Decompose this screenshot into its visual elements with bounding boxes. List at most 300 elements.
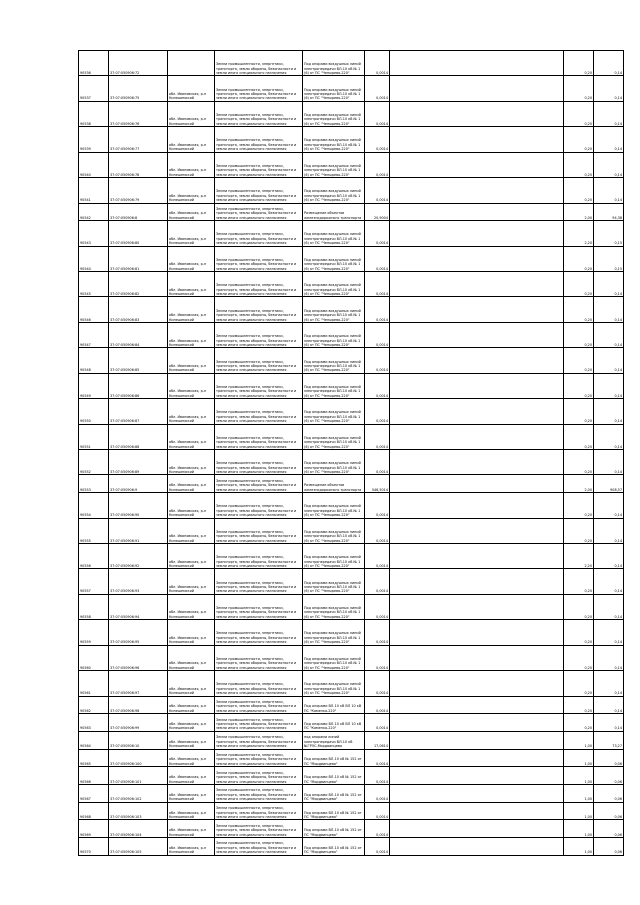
area-cell: 0,0014 bbox=[365, 51, 390, 76]
amount-cell: 0,14 bbox=[594, 569, 624, 594]
cadastral-number-cell: 37:07:050906:86 bbox=[109, 373, 168, 398]
cadastral-number-cell: 37:07:050906:88 bbox=[109, 424, 168, 449]
spacer-cell bbox=[390, 424, 564, 449]
land-category-cell: Земли промышленности, энергетики, транспорта, земли обороны, безопасности и земли иного специального назначения bbox=[215, 493, 303, 518]
amount-cell: 0,06 bbox=[594, 767, 624, 785]
address-cell: обл. Ивановская, р-н Кинешемский bbox=[168, 203, 215, 221]
spacer-cell bbox=[390, 101, 564, 126]
table-row bbox=[79, 101, 624, 126]
amount-cell: 0,14 bbox=[594, 543, 624, 568]
table-row bbox=[79, 297, 624, 322]
amount-cell: 0,14 bbox=[594, 399, 624, 424]
address-cell: обл. Ивановская, р-н Кинешемский bbox=[168, 322, 215, 347]
permitted-use-cell: Под опорами ВЛ-10 кВ № 152 от ПС "Мордвинцево" bbox=[303, 767, 365, 785]
row-id-cell: 90552 bbox=[79, 450, 109, 475]
amount-cell: 0,14 bbox=[594, 51, 624, 76]
spacer-cell bbox=[390, 714, 564, 732]
row-id-cell: 90564 bbox=[79, 731, 109, 749]
row-id-cell: 90566 bbox=[79, 767, 109, 785]
area-cell: 17,0614 bbox=[365, 731, 390, 749]
row-id-cell: 90538 bbox=[79, 101, 109, 126]
address-cell: обл. Ивановская, р-н Кинешемский bbox=[168, 221, 215, 246]
spacer-cell bbox=[390, 802, 564, 820]
cadastral-number-cell: 37:07:050906:79 bbox=[109, 178, 168, 203]
land-category-cell: Земли промышленности, энергетики, транспорта, земли обороны, безопасности и земли иного специального назначения bbox=[215, 101, 303, 126]
address-cell: обл. Ивановская, р-н Кинешемский bbox=[168, 696, 215, 714]
permitted-use-cell: Под опорами воздушных линий электропередачи ВЛ-10 кВ № 1 (6) от ПС "Чепырево-220" bbox=[303, 272, 365, 297]
permitted-use-cell: Под опорами воздушных линий электропередачи ВЛ-10 кВ № 1 (6) от ПС "Чепырево-220" bbox=[303, 297, 365, 322]
address-cell: обл. Ивановская, р-н Кинешемский bbox=[168, 246, 215, 271]
row-id-cell: 90553 bbox=[79, 475, 109, 493]
table-row bbox=[79, 731, 624, 749]
area-cell: 0,0014 bbox=[365, 297, 390, 322]
table-row bbox=[79, 178, 624, 203]
amount-cell: 0,14 bbox=[594, 714, 624, 732]
spacer-cell bbox=[390, 297, 564, 322]
row-id-cell: 90563 bbox=[79, 714, 109, 732]
table-row bbox=[79, 645, 624, 670]
amount-cell: 0,14 bbox=[594, 645, 624, 670]
address-cell: обл. Ивановская, р-н Кинешемский bbox=[168, 178, 215, 203]
address-cell: обл. Ивановская, р-н Кинешемский bbox=[168, 620, 215, 645]
rate-cell: 1,00 bbox=[564, 784, 594, 802]
table-row bbox=[79, 671, 624, 696]
table-row bbox=[79, 714, 624, 732]
spacer-cell bbox=[390, 838, 564, 856]
spacer-cell bbox=[390, 518, 564, 543]
amount-cell: 0,14 bbox=[594, 297, 624, 322]
address-cell: обл. Ивановская, р-н Кинешемский bbox=[168, 802, 215, 820]
rate-cell: 0,20 bbox=[564, 696, 594, 714]
table-row bbox=[79, 569, 624, 594]
address-cell: обл. Ивановская, р-н Кинешемский bbox=[168, 373, 215, 398]
cadastral-number-cell: 37:07:050906:100 bbox=[109, 749, 168, 767]
area-cell: 20,9004 bbox=[365, 203, 390, 221]
spacer-cell bbox=[390, 399, 564, 424]
permitted-use-cell: Под опорами воздушных линий электропередачи ВЛ-10 кВ № 1 (6) от ПС "Чепырево-220" bbox=[303, 51, 365, 76]
cadastral-number-cell: 37:07:050906:98 bbox=[109, 696, 168, 714]
table-row bbox=[79, 620, 624, 645]
rate-cell: 0,20 bbox=[564, 594, 594, 619]
amount-cell: 0,14 bbox=[594, 671, 624, 696]
rate-cell: 1,00 bbox=[564, 802, 594, 820]
land-category-cell: Земли промышленности, энергетики, транспорта, земли обороны, безопасности и земли иного специального назначения bbox=[215, 297, 303, 322]
land-category-cell: Земли промышленности, энергетики, транспорта, земли обороны, безопасности и земли иного специального назначения bbox=[215, 820, 303, 838]
cadastral-number-cell: 37:07:050906:94 bbox=[109, 594, 168, 619]
spacer-cell bbox=[390, 543, 564, 568]
land-category-cell: Земли промышленности, энергетики, транспорта, земли обороны, безопасности и земли иного специального назначения bbox=[215, 424, 303, 449]
cadastral-number-cell: 37:07:050906:77 bbox=[109, 127, 168, 152]
permitted-use-cell: Размещение объектов железнодорожного транспорта bbox=[303, 203, 365, 221]
row-id-cell: 90551 bbox=[79, 424, 109, 449]
land-category-cell: Земли промышленности, энергетики, транспорта, земли обороны, безопасности и земли иного специального назначения bbox=[215, 671, 303, 696]
spacer-cell bbox=[390, 820, 564, 838]
rate-cell: 0,20 bbox=[564, 714, 594, 732]
table-row bbox=[79, 594, 624, 619]
land-category-cell: Земли промышленности, энергетики, транспорта, земли обороны, безопасности и земли иного специального назначения bbox=[215, 51, 303, 76]
amount-cell: 0,06 bbox=[594, 802, 624, 820]
amount-cell: 0,14 bbox=[594, 620, 624, 645]
cadastral-number-cell: 37:07:050906:82 bbox=[109, 272, 168, 297]
rate-cell: 1,00 bbox=[564, 767, 594, 785]
address-cell: обл. Ивановская, р-н Кинешемский bbox=[168, 152, 215, 177]
table-row bbox=[79, 802, 624, 820]
rate-cell: 0,20 bbox=[564, 297, 594, 322]
address-cell: обл. Ивановская, р-н Кинешемский bbox=[168, 543, 215, 568]
address-cell: обл. Ивановская, р-н Кинешемский bbox=[168, 645, 215, 670]
area-cell: 0,0014 bbox=[365, 820, 390, 838]
area-cell: 0,0014 bbox=[365, 450, 390, 475]
row-id-cell: 90558 bbox=[79, 594, 109, 619]
table-row bbox=[79, 696, 624, 714]
table-row bbox=[79, 749, 624, 767]
area-cell: 0,0014 bbox=[365, 178, 390, 203]
permitted-use-cell: Под опорами воздушных линий электропередачи ВЛ-10 кВ № 1 (6) от ПС "Чепырево-220" bbox=[303, 399, 365, 424]
permitted-use-cell: Под опорами воздушных линий электропередачи ВЛ-10 кВ № 1 (6) от ПС "Чепырево-220" bbox=[303, 543, 365, 568]
row-id-cell: 90556 bbox=[79, 543, 109, 568]
table-row bbox=[79, 475, 624, 493]
amount-cell: 0,14 bbox=[594, 493, 624, 518]
cadastral-number-cell: 37:07:050906:81 bbox=[109, 246, 168, 271]
land-category-cell: Земли промышленности, энергетики, транспорта, земли обороны, безопасности и земли иного специального назначения bbox=[215, 620, 303, 645]
area-cell: 0,0014 bbox=[365, 671, 390, 696]
rate-cell: 0,20 bbox=[564, 399, 594, 424]
land-category-cell: Земли промышленности, энергетики, транспорта, земли обороны, безопасности и земли иного специального назначения bbox=[215, 543, 303, 568]
address-cell: обл. Ивановская, р-н Кинешемский bbox=[168, 348, 215, 373]
spacer-cell bbox=[390, 784, 564, 802]
address-cell: обл. Ивановская, р-н Кинешемский bbox=[168, 297, 215, 322]
rate-cell: 2,20 bbox=[564, 543, 594, 568]
spacer-cell bbox=[390, 178, 564, 203]
cadastral-number-cell: 37:07:050906:101 bbox=[109, 767, 168, 785]
land-category-cell: Земли промышленности, энергетики, транспорта, земли обороны, безопасности и земли иного специального назначения bbox=[215, 246, 303, 271]
spacer-cell bbox=[390, 203, 564, 221]
cadastral-number-cell: 37:07:050906:84 bbox=[109, 322, 168, 347]
row-id-cell: 90541 bbox=[79, 178, 109, 203]
area-cell: 0,0014 bbox=[365, 518, 390, 543]
area-cell: 0,0014 bbox=[365, 76, 390, 101]
amount-cell: 0,14 bbox=[594, 450, 624, 475]
rate-cell: 0,20 bbox=[564, 645, 594, 670]
table-row bbox=[79, 127, 624, 152]
table-row bbox=[79, 152, 624, 177]
permitted-use-cell: Под опорами воздушных линий электропередачи ВЛ-10 кВ № 1 (6) от ПС "Чепырево-220" bbox=[303, 127, 365, 152]
table-row bbox=[79, 424, 624, 449]
rate-cell: 0,20 bbox=[564, 620, 594, 645]
row-id-cell: 90560 bbox=[79, 645, 109, 670]
spacer-cell bbox=[390, 51, 564, 76]
rate-cell: 0,20 bbox=[564, 373, 594, 398]
amount-cell: 0,14 bbox=[594, 152, 624, 177]
amount-cell: 0,06 bbox=[594, 838, 624, 856]
amount-cell: 94,38 bbox=[594, 203, 624, 221]
rate-cell: 0,20 bbox=[564, 152, 594, 177]
cadastral-number-cell: 37:07:050906:72 bbox=[109, 51, 168, 76]
row-id-cell: 90554 bbox=[79, 493, 109, 518]
amount-cell: 0,06 bbox=[594, 820, 624, 838]
amount-cell: 0,14 bbox=[594, 696, 624, 714]
cadastral-number-cell: 37:07:050906:97 bbox=[109, 671, 168, 696]
address-cell: обл. Ивановская, р-н Кинешемский bbox=[168, 127, 215, 152]
spacer-cell bbox=[390, 569, 564, 594]
area-cell: 0,0014 bbox=[365, 749, 390, 767]
area-cell: 0,0014 bbox=[365, 373, 390, 398]
land-category-cell: Земли промышленности, энергетики, транспорта, земли обороны, безопасности и земли иного специального назначения bbox=[215, 696, 303, 714]
land-category-cell: Земли промышленности, энергетики, транспорта, земли обороны, безопасности и земли иного специального назначения bbox=[215, 127, 303, 152]
area-cell: 546,5014 bbox=[365, 475, 390, 493]
cadastral-number-cell: 37:07:050906:92 bbox=[109, 543, 168, 568]
spacer-cell bbox=[390, 731, 564, 749]
table-row bbox=[79, 272, 624, 297]
spacer-cell bbox=[390, 272, 564, 297]
area-cell: 0,0014 bbox=[365, 348, 390, 373]
area-cell: 0,0014 bbox=[365, 101, 390, 126]
amount-cell: 0,06 bbox=[594, 749, 624, 767]
area-cell: 0,0014 bbox=[365, 493, 390, 518]
permitted-use-cell: Под опорами воздушных линий электропередачи ВЛ-10 кВ № 1 (6) от ПС "Чепырево-220" bbox=[303, 348, 365, 373]
permitted-use-cell: Под опорами воздушных линий электропередачи ВЛ-10 кВ № 1 (6) от ПС "Чепырево-220" bbox=[303, 178, 365, 203]
spacer-cell bbox=[390, 594, 564, 619]
spacer-cell bbox=[390, 246, 564, 271]
table-body bbox=[79, 51, 624, 856]
area-cell: 0,0014 bbox=[365, 714, 390, 732]
rate-cell: 1,00 bbox=[564, 749, 594, 767]
row-id-cell: 90570 bbox=[79, 838, 109, 856]
permitted-use-cell: Под опорами ВЛ-10 кВ № 152 от ПС "Мордвинцево" bbox=[303, 784, 365, 802]
permitted-use-cell: Под опорами воздушных линий электропередачи ВЛ-10 кВ № 1 (6) от ПС "Чепырево-220" bbox=[303, 101, 365, 126]
land-category-cell: Земли промышленности, энергетики, транспорта, земли обороны, безопасности и земли иного специального назначения bbox=[215, 348, 303, 373]
land-category-cell: Земли промышленности, энергетики, транспорта, земли обороны, безопасности и земли иного специального назначения bbox=[215, 373, 303, 398]
row-id-cell: 90544 bbox=[79, 246, 109, 271]
address-cell bbox=[168, 51, 215, 76]
land-category-cell: Земли промышленности, энергетики, транспорта, земли обороны, безопасности и земли иного специального назначения bbox=[215, 152, 303, 177]
spacer-cell bbox=[390, 671, 564, 696]
amount-cell: 0,14 bbox=[594, 322, 624, 347]
spacer-cell bbox=[390, 767, 564, 785]
table-row bbox=[79, 322, 624, 347]
area-cell: 0,0014 bbox=[365, 322, 390, 347]
address-cell: обл. Ивановская, р-н Кинешемский bbox=[168, 838, 215, 856]
cadastral-number-cell: 37:07:050906:9 bbox=[109, 475, 168, 493]
permitted-use-cell: Под опорами воздушных линий электропередачи ВЛ-10 кВ № 1 (6) от ПС "Чепырево-220" bbox=[303, 76, 365, 101]
address-cell: обл. Ивановская, р-н Кинешемский bbox=[168, 424, 215, 449]
amount-cell: 0,14 bbox=[594, 101, 624, 126]
table-row bbox=[79, 543, 624, 568]
permitted-use-cell: Под опорами воздушных линий электропередачи ВЛ-10 кВ № 1 (6) от ПС "Чепырево-220" bbox=[303, 671, 365, 696]
spacer-cell bbox=[390, 152, 564, 177]
row-id-cell: 90539 bbox=[79, 127, 109, 152]
address-cell: обл. Ивановская, р-н Кинешемский bbox=[168, 493, 215, 518]
spacer-cell bbox=[390, 475, 564, 493]
row-id-cell: 90567 bbox=[79, 784, 109, 802]
table-row bbox=[79, 820, 624, 838]
land-category-cell: Земли промышленности, энергетики, транспорта, земли обороны, безопасности и земли иного специального назначения bbox=[215, 714, 303, 732]
permitted-use-cell: Размещение объектов железнодорожного транспорта bbox=[303, 475, 365, 493]
land-category-cell: Земли промышленности, энергетики, транспорта, земли обороны, безопасности и земли иного специального назначения bbox=[215, 731, 303, 749]
address-cell: обл. Ивановская, р-н Кинешемский bbox=[168, 784, 215, 802]
area-cell: 0,0014 bbox=[365, 152, 390, 177]
permitted-use-cell: Под опорами ВЛ-10 кВ ВЛ 10 кВ ПС "Каменка-220" bbox=[303, 696, 365, 714]
rate-cell: 0,20 bbox=[564, 101, 594, 126]
land-category-cell: Земли промышленности, энергетики, транспорта, земли обороны, безопасности и земли иного специального назначения bbox=[215, 475, 303, 493]
land-category-cell: Земли промышленности, энергетики, транспорта, земли обороны, безопасности и земли иного специального назначения bbox=[215, 569, 303, 594]
land-category-cell: Земли промышленности, энергетики, транспорта, земли обороны, безопасности и земли иного специального назначения bbox=[215, 645, 303, 670]
address-cell: обл. Ивановская, р-н Кинешемский bbox=[168, 76, 215, 101]
permitted-use-cell: Под опорами воздушных линий электропередачи ВЛ-10 кВ № 1 (6) от ПС "Чепырево-220" bbox=[303, 424, 365, 449]
row-id-cell: 90547 bbox=[79, 322, 109, 347]
land-category-cell: Земли промышленности, энергетики, транспорта, земли обороны, безопасности и земли иного специального назначения bbox=[215, 784, 303, 802]
permitted-use-cell: Под опорами ВЛ-10 кВ № 152 от ПС "Мордвинцево" bbox=[303, 820, 365, 838]
address-cell: обл. Ивановская, р-н Кинешемский bbox=[168, 569, 215, 594]
row-id-cell: 90562 bbox=[79, 696, 109, 714]
cadastral-number-cell: 37:07:050906:96 bbox=[109, 645, 168, 670]
area-cell: 0,0014 bbox=[365, 424, 390, 449]
rate-cell: 0,20 bbox=[564, 127, 594, 152]
table-row bbox=[79, 450, 624, 475]
land-category-cell: Земли промышленности, энергетики, транспорта, земли обороны, безопасности и земли иного специального назначения bbox=[215, 76, 303, 101]
rate-cell: 0,20 bbox=[564, 493, 594, 518]
spacer-cell bbox=[390, 348, 564, 373]
land-category-cell: Земли промышленности, энергетики, транспорта, земли обороны, безопасности и земли иного специального назначения bbox=[215, 178, 303, 203]
table-row bbox=[79, 348, 624, 373]
cadastral-number-cell: 37:07:050906:105 bbox=[109, 838, 168, 856]
row-id-cell: 90559 bbox=[79, 620, 109, 645]
area-cell: 0,0014 bbox=[365, 272, 390, 297]
permitted-use-cell: Под опорами воздушных линий электропередачи ВЛ-10 кВ № 1 (6) от ПС "Чепырево-220" bbox=[303, 493, 365, 518]
table-row bbox=[79, 399, 624, 424]
land-category-cell: Земли промышленности, энергетики, транспорта, земли обороны, безопасности и земли иного специального назначения bbox=[215, 518, 303, 543]
land-category-cell: Земли промышленности, энергетики, транспорта, земли обороны, безопасности и земли иного специального назначения bbox=[215, 272, 303, 297]
area-cell: 0,0014 bbox=[365, 620, 390, 645]
amount-cell: 0,14 bbox=[594, 373, 624, 398]
amount-cell: 0,15 bbox=[594, 246, 624, 271]
permitted-use-cell: Под опорами ВЛ-10 кВ ВЛ 10 кВ ПС "Каменка-220" bbox=[303, 714, 365, 732]
amount-cell: 908,57 bbox=[594, 475, 624, 493]
address-cell: обл. Ивановская, р-н Кинешемский bbox=[168, 820, 215, 838]
rate-cell: 0,20 bbox=[564, 518, 594, 543]
area-cell: 0,0014 bbox=[365, 543, 390, 568]
permitted-use-cell: Под опорами воздушных линий электропередачи ВЛ-10 кВ № 1 (6) от ПС "Чепырево-220" bbox=[303, 518, 365, 543]
rate-cell: 0,20 bbox=[564, 348, 594, 373]
cadastral-number-cell: 37:07:050906:91 bbox=[109, 518, 168, 543]
row-id-cell: 90537 bbox=[79, 76, 109, 101]
table-row bbox=[79, 373, 624, 398]
rate-cell: 0,20 bbox=[564, 569, 594, 594]
land-category-cell: Земли промышленности, энергетики, транспорта, земли обороны, безопасности и земли иного специального назначения bbox=[215, 838, 303, 856]
rate-cell: 1,00 bbox=[564, 731, 594, 749]
table-row bbox=[79, 518, 624, 543]
permitted-use-cell: Под опорами воздушных линий электропередачи ВЛ-10 кВ № 1 (6) от ПС "Чепырево-220" bbox=[303, 620, 365, 645]
spacer-cell bbox=[390, 620, 564, 645]
rate-cell: 0,20 bbox=[564, 76, 594, 101]
address-cell: обл. Ивановская, р-н Кинешемский bbox=[168, 272, 215, 297]
spacer-cell bbox=[390, 373, 564, 398]
rate-cell: 0,20 bbox=[564, 424, 594, 449]
cadastral-number-cell: 37:07:050906:76 bbox=[109, 101, 168, 126]
spacer-cell bbox=[390, 645, 564, 670]
rate-cell: 2,00 bbox=[564, 203, 594, 221]
amount-cell: 0,14 bbox=[594, 424, 624, 449]
amount-cell: 0,14 bbox=[594, 127, 624, 152]
area-cell: 0,0014 bbox=[365, 246, 390, 271]
address-cell: обл. Ивановская, р-н Кинешемский bbox=[168, 714, 215, 732]
row-id-cell: 90569 bbox=[79, 820, 109, 838]
cadastral-number-cell: 37:07:050906:103 bbox=[109, 802, 168, 820]
area-cell: 0,0014 bbox=[365, 784, 390, 802]
permitted-use-cell: Под опорами воздушных линий электропередачи ВЛ-10 кВ № 1 (6) от ПС "Чепырево-220" bbox=[303, 373, 365, 398]
rate-cell: 0,20 bbox=[564, 51, 594, 76]
permitted-use-cell: Под опорами воздушных линий электропередачи ВЛ-10 кВ № 1 (6) от ПС "Чепырево-220" bbox=[303, 645, 365, 670]
rate-cell: 0,20 bbox=[564, 671, 594, 696]
spacer-cell bbox=[390, 322, 564, 347]
permitted-use-cell: Под опорами воздушных линий электропередачи ВЛ-10 кВ № 1 (6) от ПС "Чепырево-220" bbox=[303, 569, 365, 594]
row-id-cell: 90549 bbox=[79, 373, 109, 398]
area-cell: 0,0014 bbox=[365, 802, 390, 820]
permitted-use-cell: под опорами линий электропередачи ВЛ-10 кВ №ГРЭС-Мордвинцево bbox=[303, 731, 365, 749]
area-cell: 0,0014 bbox=[365, 127, 390, 152]
land-category-cell: Земли промышленности, энергетики, транспорта, земли обороны, безопасности и земли иного специального назначения bbox=[215, 767, 303, 785]
address-cell: обл. Ивановская, р-н Кинешемский bbox=[168, 450, 215, 475]
spacer-cell bbox=[390, 749, 564, 767]
row-id-cell: 90540 bbox=[79, 152, 109, 177]
address-cell: обл. Ивановская, р-н Кинешемский bbox=[168, 101, 215, 126]
row-id-cell: 90542 bbox=[79, 203, 109, 221]
area-cell: 0,0014 bbox=[365, 767, 390, 785]
permitted-use-cell: Под опорами воздушных линий электропередачи ВЛ-10 кВ № 1 (6) от ПС "Чепырево-220" bbox=[303, 152, 365, 177]
cadastral-number-cell: 37:07:050906:8 bbox=[109, 203, 168, 221]
permitted-use-cell: Под опорами воздушных линий электропередачи ВЛ-10 кВ № 1 (6) от ПС "Чепырево-220" bbox=[303, 322, 365, 347]
cadastral-number-cell: 37:07:050906:99 bbox=[109, 714, 168, 732]
permitted-use-cell: Под опорами ВЛ-10 кВ № 152 от ПС "Мордвинцево" bbox=[303, 749, 365, 767]
cadastral-number-cell: 37:07:050906:78 bbox=[109, 152, 168, 177]
address-cell: обл. Ивановская, р-н Кинешемский bbox=[168, 518, 215, 543]
cadastral-number-cell: 37:07:050906:93 bbox=[109, 569, 168, 594]
cadastral-number-cell: 37:07:050906:75 bbox=[109, 76, 168, 101]
table-row bbox=[79, 493, 624, 518]
cadastral-number-cell: 37:07:050906:90 bbox=[109, 493, 168, 518]
table-row bbox=[79, 767, 624, 785]
permitted-use-cell: Под опорами воздушных линий электропередачи ВЛ-10 кВ № 1 (6) от ПС "Чепырево-220" bbox=[303, 246, 365, 271]
row-id-cell: 90546 bbox=[79, 297, 109, 322]
address-cell: обл. Ивановская, р-н Кинешемский bbox=[168, 594, 215, 619]
area-cell: 0,0014 bbox=[365, 594, 390, 619]
cadastral-number-cell: 37:07:050906:80 bbox=[109, 221, 168, 246]
land-category-cell: Земли промышленности, энергетики, транспорта, земли обороны, безопасности и земли иного специального назначения bbox=[215, 594, 303, 619]
address-cell: обл. Ивановская, р-н Кинешемский bbox=[168, 731, 215, 749]
amount-cell: 0,06 bbox=[594, 784, 624, 802]
spacer-cell bbox=[390, 76, 564, 101]
land-category-cell: Земли промышленности, энергетики, транспорта, земли обороны, безопасности и земли иного специального назначения bbox=[215, 399, 303, 424]
land-category-cell: Земли промышленности, энергетики, транспорта, земли обороны, безопасности и земли иного специального назначения bbox=[215, 802, 303, 820]
land-category-cell: Земли промышленности, энергетики, транспорта, земли обороны, безопасности и земли иного специального назначения bbox=[215, 450, 303, 475]
cadastral-number-cell: 37:07:050906:85 bbox=[109, 348, 168, 373]
cadastral-number-cell: 37:07:050906:89 bbox=[109, 450, 168, 475]
amount-cell: 73,27 bbox=[594, 731, 624, 749]
cadastral-number-cell: 37:07:050906:95 bbox=[109, 620, 168, 645]
table-row bbox=[79, 76, 624, 101]
rate-cell: 0,20 bbox=[564, 178, 594, 203]
table-row bbox=[79, 838, 624, 856]
land-register-table bbox=[78, 50, 624, 856]
table-row bbox=[79, 221, 624, 246]
area-cell: 0,0014 bbox=[365, 696, 390, 714]
address-cell: обл. Ивановская, р-н Кинешемский bbox=[168, 475, 215, 493]
row-id-cell: 90543 bbox=[79, 221, 109, 246]
address-cell: обл. Ивановская, р-н Кинешемский bbox=[168, 767, 215, 785]
permitted-use-cell: Под опорами воздушных линий электропередачи ВЛ-10 кВ № 1 (6) от ПС "Чепырево-220" bbox=[303, 221, 365, 246]
rate-cell: 1,00 bbox=[564, 838, 594, 856]
rate-cell: 0,20 bbox=[564, 246, 594, 271]
